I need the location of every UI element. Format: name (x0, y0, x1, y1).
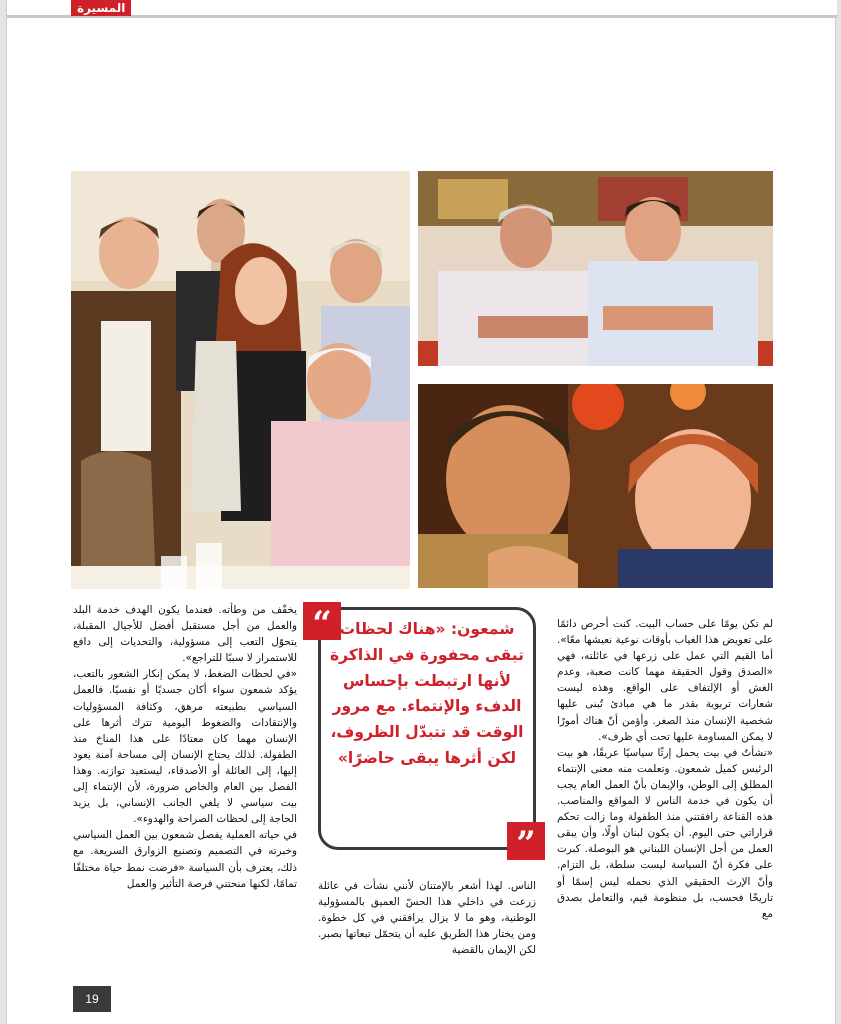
quote-close-icon: ” (507, 822, 545, 860)
paragraph: في حياته العملية يفصل شمعون بين العمل السياسي وخبرته في التصميم وتصنيع الزوارق السريعة. مع ذلك، يعترف بأن السياسة «فرضت نمط حياة مختلفًا تمامًا، لكنها منحتني فرصة التأثير والعمل (73, 829, 297, 890)
magazine-page (6, 0, 836, 1024)
paragraph: «نشأتُ في بيت يحمل إرثًا سياسيًا عريقًا، هو بيت الرئيس كميل شمعون. وتعلمت منه معنى الإنتماء المطلق إلى الوطن، والإيمان بأنّ العمل العام يجب أن يكون في خدمة الناس لا المواقع والمناصب. هذه القناعة رافقتني منذ الطفولة وما زالت تحكم قراراتي حتى اليوم. أن يكون لبنان أولًا، وأن يبقى العمل من أجل الإنسان اللبناني هو البوصلة. كبرت على فكرة أنّ السياسة ليست سلطة، بل التزام. وأنّ الإرث الحقيقي الذي نحمله ليس إسمًا أو تاريخًا فحسب، بل منظومة قيم، والتعامل بصدق مع (557, 746, 773, 920)
quote-open-icon: “ (303, 602, 341, 640)
paragraph: يخفّف من وطأته. فعندما يكون الهدف خدمة البلد والعمل من أجل مستقبل أفضل للأجيال المقبلة، يتحوّل التعب إلى مسؤولية، والتحديات إلى دافع للاستمرار لا سببًا للتراجع». (73, 604, 297, 665)
header-bar (7, 0, 837, 18)
article-column-left (73, 602, 297, 974)
article-column-middle (318, 878, 536, 974)
article-column-right (557, 616, 773, 972)
couple-photo (418, 384, 773, 588)
paragraph: «في لحظات الضغط، لا يمكن إنكار الشعور بالتعب، يؤكد شمعون سواء أكان جسديًا أو نفسيًا. فالعمل السياسي بطبيعته مرهق، وكثافة المسؤوليات والإنتقادات والضغوط اليومية تترك أثرها على الإنسان مهما كان معتادًا على هذا المناخ منذ الطفولة. لذلك يحتاج الإنسان إلى مساحة آمنة يعود إليها، إلى العائلة أو الأصدقاء، ليستعيد توازنه. وهذا الفصل بين العام والخاص ضرورة، لأن الإنتماء إلى بيت سياسي لا يلغي الجانب الإنساني، بل يزيد الحاجة إلى لحظات الصراحة والهدوء». (73, 668, 297, 826)
two-men-photo (418, 171, 773, 366)
page-number: 19 (73, 986, 111, 1012)
pull-quote: شمعون: «هناك لحظات تبقى محفورة في الذاكرة لأنها ارتبطت بإحساس الدفء والإنتماء. مع مرور الوقت قد تتبدّل الظروف، لكن أثرها يبقى حاضرًا» (330, 620, 524, 767)
paragraph: لم تكن يومًا على حساب البيت. كنت أحرص دائمًا على تعويض هذا الغياب بأوقات نوعية نعيشها معًا». أما القيم التي عمل على زرعها في عائلته، فهي «الصدق وقول الحقيقة مهما كانت صعبة، وعدم الغش أو الإلتفاف على الواقع. وهذه ليست شعارات تربوية بقدر ما هي مبادئ تُبنى عليها شخصية الإنسان منذ الصغر. وأؤمن أنّ هناك أمورًا لا يمكن المساومة عليها تحت أي ظرف». (557, 618, 773, 743)
family-photo (71, 171, 410, 589)
magazine-logo: المسيرة (71, 0, 131, 16)
paragraph: الناس. لهذا أشعر بالإمتنان لأنني نشأت في عائلة زرعت في داخلي هذا الحسّ العميق بالمسؤولية الوطنية، وهو ما لا يزال يرافقني في كل خطوة. ومن يختار هذا الطريق عليه أن يتحمّل تبعاتها بصبر. لكن الإيمان بالقضية (318, 880, 536, 957)
